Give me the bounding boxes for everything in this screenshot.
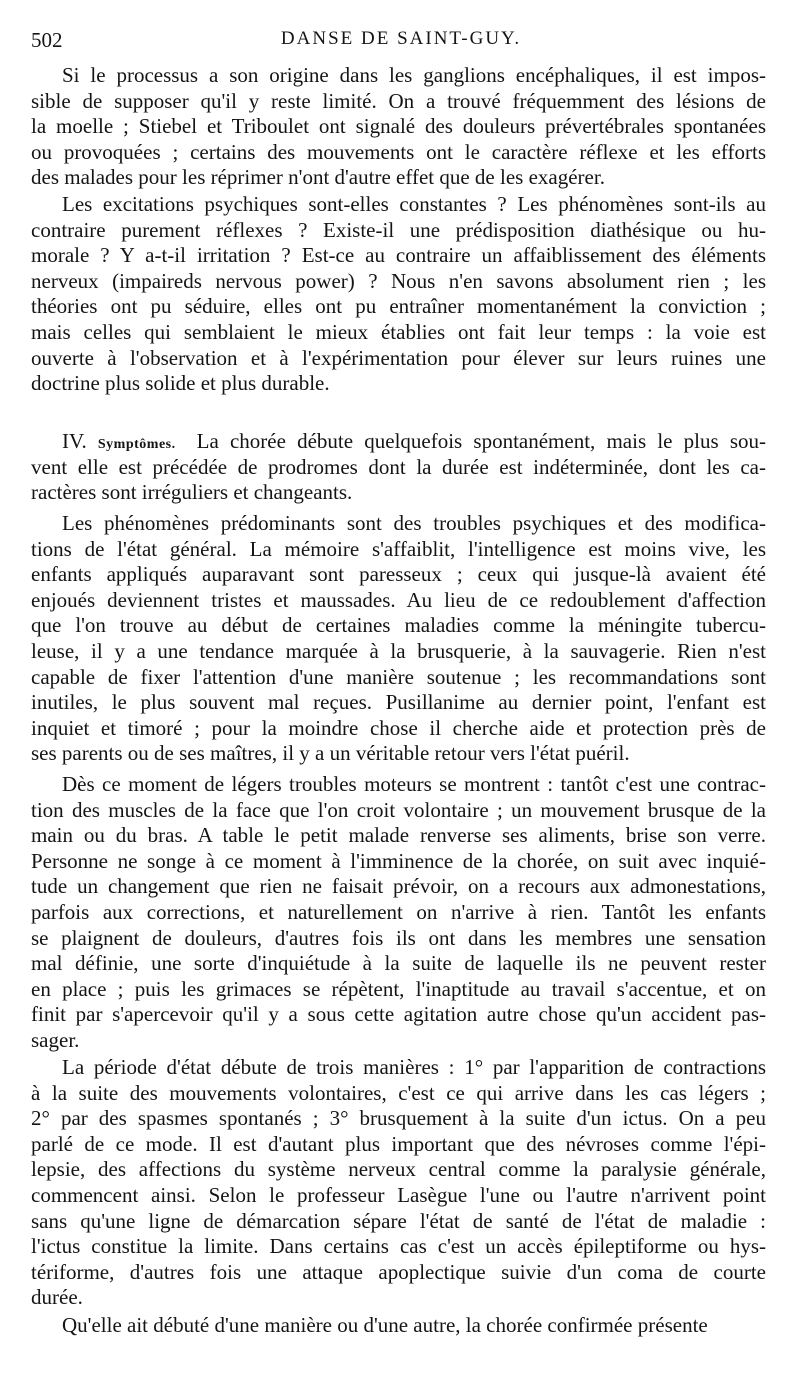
- text-line: [31, 1028, 766, 1054]
- text-line: [31, 243, 766, 269]
- line-text: des malades pour les réprimer n'ont d'autre effet que de les exagérer.: [31, 165, 605, 190]
- text-line: [31, 1132, 766, 1158]
- text-line: [31, 294, 766, 320]
- line-text: théories ont pu séduire, elles ont pu entraîner momentanément la conviction ;: [31, 294, 766, 319]
- line-text: que l'on trouve au début de certaines maladies comme la méningite tubercu-: [31, 613, 766, 638]
- text-line: [31, 429, 766, 455]
- page-number: 502: [31, 28, 63, 52]
- text-line: [31, 480, 766, 506]
- line-text: leuse, il y a une tendance marquée à la brusquerie, à la sauvagerie. Rien n'est: [31, 638, 766, 663]
- line-text: inquiet et timoré ; pour la moindre chose il cherche aide et protection près de: [31, 715, 766, 740]
- text-line: [31, 269, 766, 295]
- line-text: La chorée débute quelquefois spontanément, mais le plus sou-: [196, 429, 767, 453]
- line-text: lepsie, des affections du système nerveux central comme la paralysie générale,: [31, 1157, 766, 1182]
- text-line: [31, 537, 766, 563]
- line-text: ouverte à l'observation et à l'expérimentation pour élever sur leurs ruines une: [31, 345, 766, 370]
- line-text: Qu'elle ait débuté d'une manière ou d'une autre, la chorée confirmée présente: [62, 1313, 708, 1337]
- line-text: enjoués deviennent tristes et maussades. Au lieu de ce redoublement d'affection: [31, 587, 766, 612]
- text-line: [31, 1285, 766, 1311]
- line-text: nerveux (impaireds nervous power) ? Nous n'en savons absolument rien ; les: [31, 268, 766, 293]
- text-line: [31, 1234, 766, 1260]
- section-number: IV.: [62, 429, 87, 453]
- paragraph-symptoms-intro: [31, 429, 766, 506]
- line-text: tériforme, d'autres fois une attaque apoplectique suivie d'un coma de courte: [31, 1259, 766, 1284]
- line-text: durée.: [31, 1285, 83, 1310]
- line-text: se plaignent de douleurs, d'autres fois ils ont dans les membres une sensation: [31, 925, 766, 950]
- section-title: Symptômes.: [97, 437, 176, 452]
- line-text: l'ictus constitue la limite. Dans certains cas c'est un accès épileptiforme ou hys-: [31, 1234, 766, 1259]
- line-text: sager.: [31, 1027, 80, 1052]
- text-line: [31, 690, 766, 716]
- line-text: mal définie, une sorte d'inquiétude à la suite de laquelle ils ne peuvent rester: [31, 951, 766, 976]
- line-text: ou provoquées ; certains des mouvements ont le caractère réflexe et les efforts: [31, 139, 766, 164]
- line-text: 2° par des spasmes spontanés ; 3° brusquement à la suite d'un ictus. On a peu: [31, 1106, 766, 1131]
- line-text: inutiles, le plus souvent mal reçues. Pusillanime au dernier point, l'enfant est: [31, 690, 766, 715]
- line-text: parlé de ce mode. Il est d'autant plus important que des névroses comme l'épi-: [31, 1131, 766, 1156]
- line-text: tude un changement que rien ne faisait prévoir, on a recours aux admonestations,: [31, 874, 766, 899]
- line-text: morale ? Y a-t-il irritation ? Est-ce au contraire un affaiblissement des éléments: [31, 243, 766, 268]
- text-line: [31, 511, 766, 537]
- line-text: main ou du bras. A table le petit malade renverse ses aliments, brise son verre.: [31, 823, 766, 848]
- paragraph-motor-troubles: [31, 772, 766, 1054]
- text-line: [31, 192, 766, 218]
- text-line: [31, 849, 766, 875]
- text-line: [31, 1183, 766, 1209]
- text-line: [31, 562, 766, 588]
- line-text: commencent ainsi. Selon le professeur Lasègue l'une ou l'autre n'arrivent point: [31, 1182, 766, 1207]
- running-title: DANSE DE SAINT-GUY.: [280, 28, 522, 49]
- line-text: contraire purement réflexes ? Existe-il une prédisposition diathésique ou hu-: [31, 217, 766, 242]
- line-text: sans qu'une ligne de démarcation sépare l'état de santé de l'état de maladie :: [31, 1208, 766, 1233]
- text-line: [31, 140, 766, 166]
- text-line: [31, 613, 766, 639]
- text-line: [31, 823, 766, 849]
- text-line: [31, 741, 766, 767]
- text-line: [31, 1081, 766, 1107]
- text-line: [31, 346, 766, 372]
- line-text: finit par s'apercevoir qu'il y a sous cette agitation autre chose qu'un accident pas-: [31, 1002, 766, 1027]
- text-line: [31, 639, 766, 665]
- text-line: [31, 951, 766, 977]
- paragraph-origin: [31, 63, 766, 191]
- line-text: vent elle est précédée de prodromes dont la durée est indéterminée, dont les ca-: [31, 454, 766, 479]
- line-text: Dès ce moment de légers troubles moteurs se montrent : tantôt c'est une contrac-: [62, 772, 766, 796]
- text-line: [31, 165, 766, 191]
- paragraph-prodromes: [31, 511, 766, 767]
- paragraph-hypotheses: [31, 192, 766, 397]
- text-line: [31, 1313, 766, 1339]
- line-text: la moelle ; Stiebel et Triboulet ont signalé des douleurs prévertébrales spontanées: [31, 114, 766, 139]
- line-text: Les phénomènes prédominants sont des troubles psychiques et des modifica-: [62, 511, 766, 535]
- text-line: [31, 1106, 766, 1132]
- page-header: [31, 28, 771, 54]
- line-text: enfants appliqués auparavant sont paresseux ; ceux qui jusque-là avaient été: [31, 562, 766, 587]
- text-line: [31, 926, 766, 952]
- line-text: tion des muscles de la face que l'on croit volontaire ; un mouvement brusque de la: [31, 797, 766, 822]
- text-line: [31, 716, 766, 742]
- line-text: tions de l'état général. La mémoire s'affaiblit, l'intelligence est moins vive, les: [31, 536, 766, 561]
- line-text: parfois aux corrections, et naturellement on n'arrive à rien. Tantôt les enfants: [31, 899, 766, 924]
- text-line: [31, 588, 766, 614]
- text-line: [31, 798, 766, 824]
- text-line: [31, 1209, 766, 1235]
- line-text: La période d'état débute de trois manières : 1° par l'apparition de contractions: [62, 1055, 766, 1079]
- text-line: [31, 1157, 766, 1183]
- text-line: [31, 772, 766, 798]
- line-text: capable de fixer l'attention d'une manière soutenue ; les recommandations sont: [31, 664, 766, 689]
- text-line: [31, 63, 766, 89]
- paragraph-confirmed: [31, 1313, 766, 1339]
- text-line: [31, 89, 766, 115]
- line-text: Personne ne songe à ce moment à l'imminence de la chorée, on suit avec inquié-: [31, 848, 766, 873]
- line-text: mais celles qui semblaient le mieux établies ont fait leur temps : la voie est: [31, 319, 766, 344]
- text-line: [31, 1260, 766, 1286]
- line-text: ses parents ou de ses maîtres, il y a un véritable retour vers l'état puéril.: [31, 741, 630, 766]
- text-line: [31, 900, 766, 926]
- text-line: [31, 1055, 766, 1081]
- text-line: [31, 1002, 766, 1028]
- line-text: sible de supposer qu'il y reste limité. On a trouvé fréquemment des lésions de: [31, 88, 766, 113]
- text-line: [31, 874, 766, 900]
- paragraph-onset: [31, 1055, 766, 1311]
- text-line: [31, 371, 766, 397]
- text-line: [31, 218, 766, 244]
- line-text: doctrine plus solide et plus durable.: [31, 371, 330, 396]
- line-text: Si le processus a son origine dans les ganglions encéphaliques, il est impos-: [62, 63, 766, 87]
- line-text: ractères sont irréguliers et changeants.: [31, 480, 353, 505]
- line-text: à la suite des mouvements volontaires, c'est ce qui arrive dans les cas légers ;: [31, 1080, 766, 1105]
- text-line: [31, 114, 766, 140]
- text-line: [31, 320, 766, 346]
- line-text: en place ; puis les grimaces se répètent, l'inaptitude au travail s'accentue, et on: [31, 976, 766, 1001]
- text-line: [31, 455, 766, 481]
- line-text: Les excitations psychiques sont-elles constantes ? Les phénomènes sont-ils au: [62, 192, 766, 216]
- text-line: [31, 977, 766, 1003]
- text-line: [31, 665, 766, 691]
